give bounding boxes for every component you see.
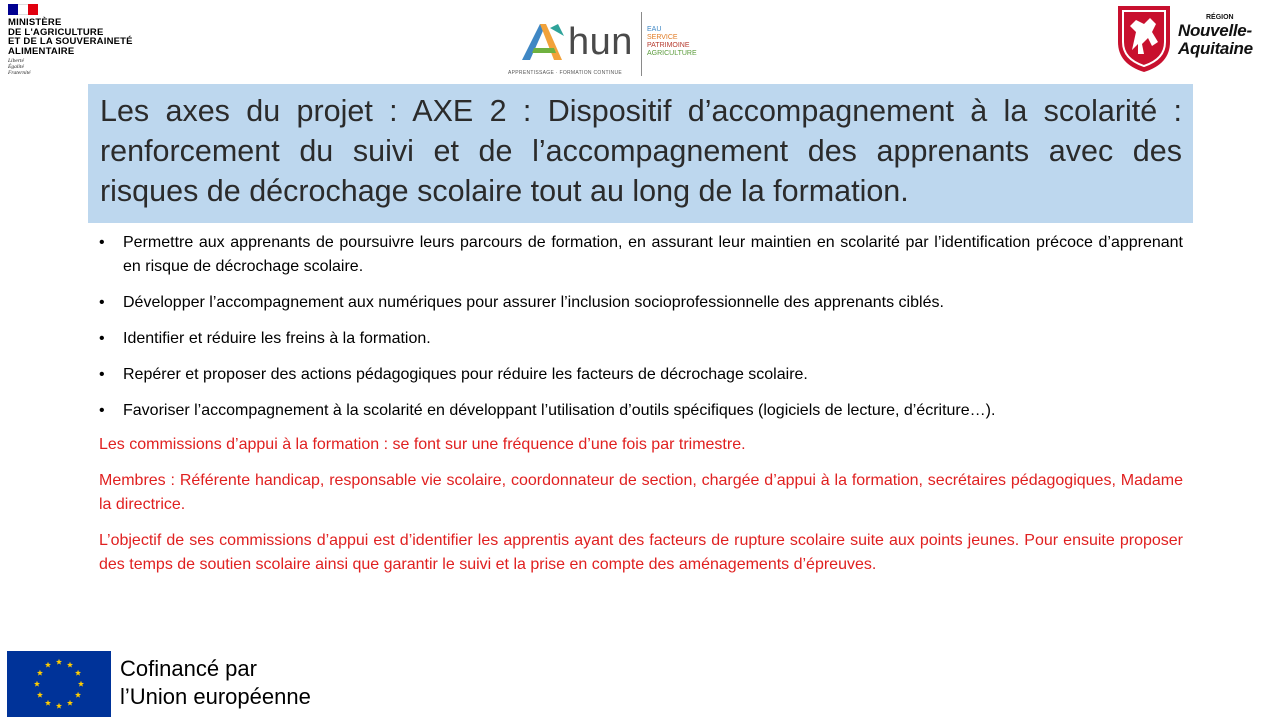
ahun-wordmark: hun [520,22,644,62]
ahun-tagline: APPRENTISSAGE · FORMATION CONTINUE [508,70,623,76]
lion-shield-icon [1114,2,1174,74]
ahun-a-icon [520,22,570,62]
ministere-name: MINISTÈRE DE L'AGRICULTURE ET DE LA SOUVERAINETÉ ALIMENTAIRE [8,17,133,57]
commissions-objective: L’objectif de ses commissions d’appui est d’identifier les apprentis ayant des facteurs de rupture scolaire suite aux points jeunes. Pour ensuite proposer des temps de soutien scolaire ainsi que garantir le suivi et la prise en compte des aménagements d’épreuves. [99,532,1183,573]
eu-star-icon [37,692,43,698]
slide-title: Les axes du projet : AXE 2 : Dispositif d’accompagnement à la scolarité : renforcement du suivi et de l’accompagnement des apprenants avec des risques de décrochage scolaire tout au long de la formation. [100,94,1182,208]
list-item: • Développer l’accompagnement aux numériques pour assurer l’inclusion socioprofessionnelle des apprenants ciblés. [99,294,944,311]
ahun-logo [502,4,702,80]
list-item: • Repérer et proposer des actions pédagogiques pour réduire les facteurs de décrochage scolaire. [99,366,808,383]
eu-star-icon [45,700,51,706]
list-item: • Identifier et réduire les freins à la formation. [99,330,431,347]
eu-star-icon [75,670,81,676]
region-name: Nouvelle- Aquitaine [1178,21,1253,58]
french-flag-icon [8,4,38,15]
ahun-divider [641,12,642,76]
title-box [88,84,1193,223]
objectives-list [99,231,1183,423]
eu-star-icon [56,659,62,665]
eu-star-icon [67,662,73,668]
eu-flag-icon [7,651,111,717]
republic-motto: Liberté Égalité Fraternité [8,58,31,76]
eu-star-icon [75,692,81,698]
region-logo: RÉGION Nouvelle- Aquitaine [1114,2,1274,76]
list-item: • Favoriser l’accompagnement à la scolarité en développant l’utilisation d’outils spécifiques (logiciels de lecture, d’écriture…). [99,402,996,419]
eu-star-icon [37,670,43,676]
ahun-side-labels: EAU SERVICE PATRIMOINE AGRICULTURE [647,26,697,57]
eu-star-icon [67,700,73,706]
eu-star-icon [56,703,62,709]
list-item: • Permettre aux apprenants de poursuivre leurs parcours de formation, en assurant leur maintien en scolarité par l’identification précoce d’apprenant en risque de décrochage scolaire. [99,234,1183,275]
eu-cofunding-text: Cofinancé par l’Union européenne [120,656,311,709]
commissions-frequency: Les commissions d’appui à la formation : se font sur une fréquence d’une fois par trimestre. [99,436,746,453]
eu-star-icon [34,681,40,687]
eu-star-icon [45,662,51,668]
eu-stars [7,651,111,717]
slide-content [99,231,1183,589]
eu-cofunding-logo [7,651,347,717]
commissions-members: Membres : Référente handicap, responsable vie scolaire, coordonnateur de section, chargée d’appui à la formation, secrétaires pédagogiques, Madame la directrice. [99,472,1183,513]
ministere-logo [8,4,178,80]
eu-star-icon [78,681,84,687]
